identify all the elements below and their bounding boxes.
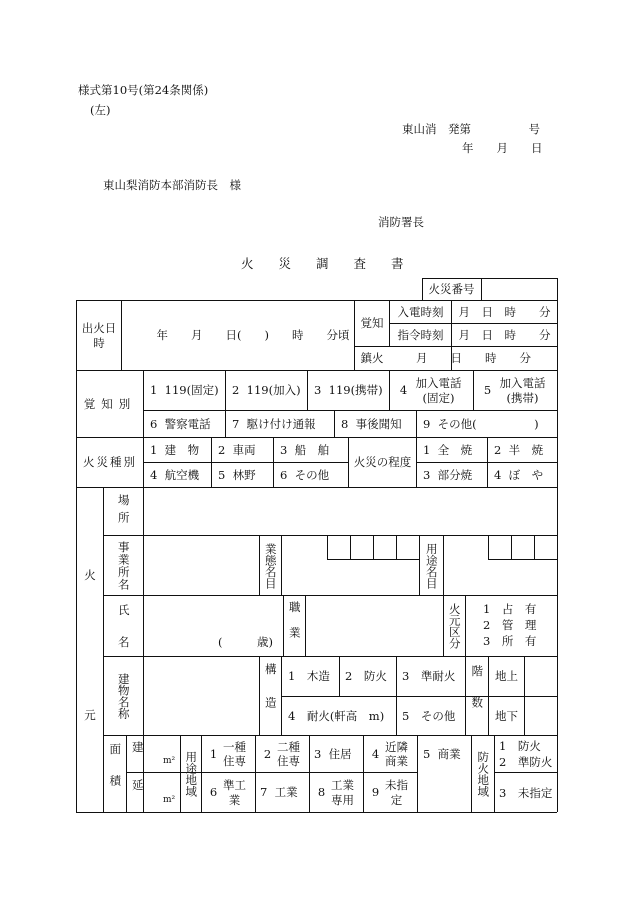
fire-number-field[interactable] — [482, 279, 557, 300]
use-zone-option-5[interactable]: 5 商業 — [423, 746, 461, 761]
fire-degree-option-1[interactable]: 1 全 焼 — [423, 442, 473, 457]
below-ground-field[interactable] — [525, 697, 557, 735]
fire-number-label: 火災番号 — [428, 282, 475, 297]
fire-zone-label: 防火地域 — [476, 751, 491, 797]
fire-type-option-3[interactable]: 3 船 舶 — [280, 442, 330, 457]
fire-degree-option-4[interactable]: 4 ぼ や — [494, 467, 544, 482]
below-ground-label: 地下 — [495, 708, 518, 723]
structure-option-3[interactable]: 3 準耐火 — [402, 669, 456, 684]
fire-zone-option-2[interactable]: 2 準防火 — [499, 755, 553, 769]
nyuden-value[interactable]: 月 日 時 分 — [458, 304, 551, 319]
name-label-1: 氏 — [118, 603, 130, 617]
fire-type-option-2[interactable]: 2 車両 — [218, 442, 256, 457]
use-zone-option-7[interactable]: 7 工業 — [260, 785, 298, 800]
chinka-value[interactable]: 月 日 時 分 — [416, 351, 531, 366]
detection-option-4[interactable]: 4 加入電話(固定) — [399, 376, 462, 405]
detection-option-2[interactable]: 2 119(加入) — [232, 383, 301, 398]
use-zone-label: 用途地域 — [184, 751, 199, 797]
issue-number: 東山消 発第 号 — [402, 122, 540, 136]
origin-label-origin: 元 — [84, 707, 96, 722]
use-zone-option-8[interactable]: 8 工業専用 — [317, 778, 354, 807]
fire-type-option-6[interactable]: 6 その他 — [280, 467, 330, 482]
structure-option-4[interactable]: 4 耐火(軒高 m) — [288, 708, 385, 723]
structure-option-5[interactable]: 5 その他 — [402, 708, 456, 723]
fire-type-option-1[interactable]: 1 建 物 — [150, 442, 200, 457]
fire-zone-option-1[interactable]: 1 防火 — [499, 739, 541, 753]
form-number: 様式第10号(第24条関係) — [78, 83, 209, 97]
job-field[interactable] — [306, 596, 443, 656]
total-area-unit: m² — [163, 795, 176, 805]
area-label: 面積 — [108, 742, 123, 806]
fire-degree-option-3[interactable]: 3 部分焼 — [423, 467, 473, 482]
structure-label: 構造 — [263, 662, 278, 730]
fire-degree-label: 火災の程度 — [353, 455, 412, 470]
detection-option-7[interactable]: 7 駆け付け通報 — [232, 416, 316, 431]
detection-option-8[interactable]: 8 事後聞知 — [341, 416, 402, 431]
document-title: 火 災 調 査 書 — [241, 256, 404, 271]
use-zone-option-6[interactable]: 6 準工業 — [209, 778, 246, 807]
nyuden-label: 入電時刻 — [397, 304, 444, 319]
fire-source-option-1[interactable]: 1 占 有 — [483, 602, 537, 616]
occurrence-datetime[interactable]: 年 月 日( ) 時 分頃 — [156, 328, 350, 343]
use-zone-option-1[interactable]: 1 一種住専 — [209, 739, 246, 768]
building-area-label: 建 — [132, 740, 144, 754]
building-area-unit: m² — [163, 756, 176, 766]
building-name-label: 建物名称 — [116, 673, 131, 719]
kakuchi-label: 覚知 — [360, 316, 384, 331]
detection-option-6[interactable]: 6 警察電話 — [150, 416, 211, 431]
structure-option-1[interactable]: 1 木造 — [288, 669, 330, 684]
detection-option-9[interactable]: 9 その他( ) — [423, 416, 539, 431]
issue-date: 年 月 日 — [462, 141, 543, 155]
job-label: 職業 — [287, 600, 302, 652]
detection-option-3[interactable]: 3 119(携帯) — [314, 383, 383, 398]
use-zone-option-9[interactable]: 9 未指定 — [371, 778, 408, 807]
sender: 消防署長 — [378, 215, 424, 229]
business-type-label: 業態名目 — [263, 542, 278, 589]
use-zone-option-2[interactable]: 2 二種住専 — [263, 739, 300, 768]
fire-degree-option-2[interactable]: 2 半 焼 — [494, 442, 544, 457]
above-ground-label: 地上 — [495, 669, 518, 684]
side-label: (左) — [90, 103, 111, 117]
floors-label: 階数 — [470, 664, 485, 728]
shirei-label: 指令時刻 — [397, 327, 444, 342]
fire-type-option-4[interactable]: 4 航空機 — [150, 467, 200, 482]
detection-label: 覚知別 — [83, 396, 137, 411]
fire-type-label: 火災種別 — [83, 455, 137, 470]
fire-zone-option-3[interactable]: 3 未指定 — [499, 786, 553, 800]
building-name-field[interactable] — [144, 657, 259, 735]
origin-label-fire: 火 — [84, 567, 96, 582]
fire-source-option-3[interactable]: 3 所 有 — [483, 634, 537, 648]
addressee: 東山梨消防本部消防長 様 — [103, 178, 241, 192]
use-zone-option-4[interactable]: 4 近隣商業 — [371, 739, 408, 768]
use-name-label: 用途名目 — [424, 542, 439, 589]
structure-option-2[interactable]: 2 防火 — [345, 669, 387, 684]
total-area-label: 延 — [132, 778, 144, 792]
fire-source-label: 火元区分 — [447, 603, 462, 649]
business-field[interactable] — [144, 536, 259, 595]
chinka-label: 鎮火 — [360, 351, 384, 366]
shirei-value[interactable]: 月 日 時 分 — [458, 327, 551, 342]
business-label: 事業所名 — [116, 540, 131, 591]
detection-option-1[interactable]: 1 119(固定) — [150, 383, 219, 398]
fire-type-option-5[interactable]: 5 林野 — [218, 467, 256, 482]
above-ground-field[interactable] — [525, 657, 557, 696]
place-label: 場所 — [116, 494, 131, 529]
fire-source-option-2[interactable]: 2 管 理 — [483, 618, 537, 632]
detection-option-5[interactable]: 5 加入電話(携帯) — [483, 376, 546, 405]
name-label-2: 名 — [118, 635, 130, 649]
age-field[interactable]: ( 歳) — [218, 635, 273, 649]
occurrence-label: 出火日時 — [81, 321, 117, 350]
use-zone-option-3[interactable]: 3 住居 — [314, 746, 352, 761]
place-field[interactable] — [144, 488, 557, 535]
